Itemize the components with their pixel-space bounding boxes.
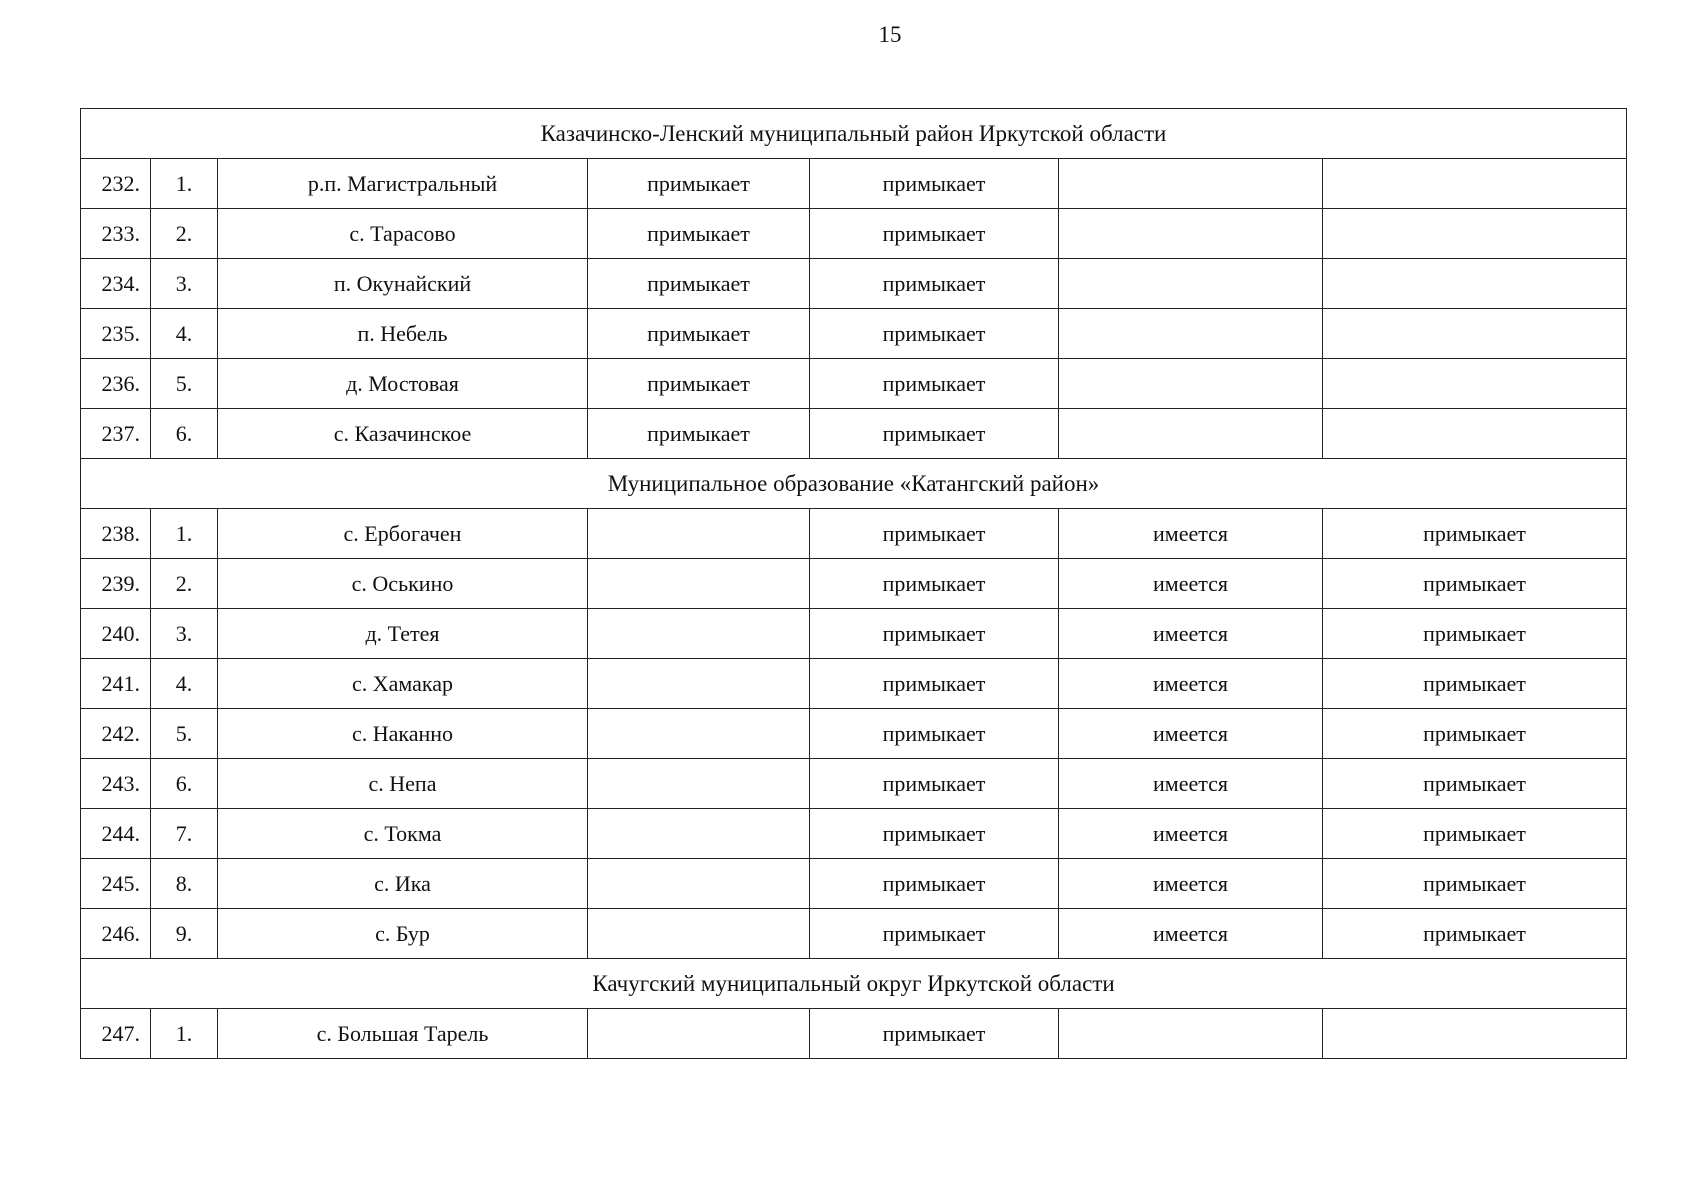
column-5-cell: примыкает	[810, 259, 1059, 309]
table-row	[81, 509, 1627, 559]
column-6-cell	[1059, 209, 1323, 259]
column-7-cell	[1323, 1009, 1627, 1059]
section-index-cell: 9.	[151, 909, 218, 959]
column-5-cell: примыкает	[810, 909, 1059, 959]
column-4-cell: примыкает	[588, 259, 810, 309]
column-6-cell	[1059, 409, 1323, 459]
column-4-cell: примыкает	[588, 209, 810, 259]
column-6-cell: имеется	[1059, 859, 1323, 909]
settlement-name-cell: с. Тарасово	[218, 209, 588, 259]
column-7-cell: примыкает	[1323, 759, 1627, 809]
column-6-cell	[1059, 309, 1323, 359]
column-6-cell: имеется	[1059, 809, 1323, 859]
column-6-cell: имеется	[1059, 909, 1323, 959]
column-5-cell: примыкает	[810, 1009, 1059, 1059]
column-7-cell: примыкает	[1323, 559, 1627, 609]
settlement-name-cell: п. Окунайский	[218, 259, 588, 309]
settlement-name-cell: п. Небель	[218, 309, 588, 359]
row-number-cell: 233.	[81, 209, 151, 259]
column-6-cell	[1059, 359, 1323, 409]
section-index-cell: 1.	[151, 509, 218, 559]
settlement-name-cell: с. Хамакар	[218, 659, 588, 709]
column-7-cell	[1323, 359, 1627, 409]
settlement-name-cell: д. Тетея	[218, 609, 588, 659]
column-4-cell	[588, 909, 810, 959]
section-index-cell: 5.	[151, 359, 218, 409]
section-title: Казачинско-Ленский муниципальный район Иркутской области	[81, 109, 1627, 159]
column-4-cell	[588, 659, 810, 709]
column-7-cell: примыкает	[1323, 659, 1627, 709]
section-index-cell: 6.	[151, 759, 218, 809]
row-number-cell: 234.	[81, 259, 151, 309]
row-number-cell: 240.	[81, 609, 151, 659]
settlement-name-cell: с. Наканно	[218, 709, 588, 759]
column-5-cell: примыкает	[810, 209, 1059, 259]
column-5-cell: примыкает	[810, 159, 1059, 209]
section-index-cell: 1.	[151, 159, 218, 209]
column-7-cell	[1323, 309, 1627, 359]
table-row	[81, 409, 1627, 459]
row-number-cell: 235.	[81, 309, 151, 359]
row-number-cell: 246.	[81, 909, 151, 959]
page-number: 15	[878, 22, 902, 47]
column-7-cell: примыкает	[1323, 609, 1627, 659]
row-number-cell: 239.	[81, 559, 151, 609]
column-7-cell	[1323, 409, 1627, 459]
table-row	[81, 209, 1627, 259]
column-7-cell	[1323, 259, 1627, 309]
section-header-row	[81, 459, 1627, 509]
table-row	[81, 309, 1627, 359]
column-7-cell: примыкает	[1323, 809, 1627, 859]
section-index-cell: 2.	[151, 209, 218, 259]
settlement-name-cell: с. Ика	[218, 859, 588, 909]
column-4-cell	[588, 709, 810, 759]
column-6-cell: имеется	[1059, 659, 1323, 709]
row-number-cell: 244.	[81, 809, 151, 859]
column-4-cell	[588, 609, 810, 659]
column-5-cell: примыкает	[810, 659, 1059, 709]
settlement-name-cell: с. Непа	[218, 759, 588, 809]
table-row	[81, 659, 1627, 709]
table-row	[81, 859, 1627, 909]
row-number-cell: 247.	[81, 1009, 151, 1059]
column-6-cell: имеется	[1059, 759, 1323, 809]
column-6-cell: имеется	[1059, 609, 1323, 659]
column-4-cell	[588, 559, 810, 609]
section-index-cell: 4.	[151, 309, 218, 359]
settlement-name-cell: с. Оськино	[218, 559, 588, 609]
table-row	[81, 709, 1627, 759]
column-5-cell: примыкает	[810, 509, 1059, 559]
column-5-cell: примыкает	[810, 559, 1059, 609]
section-index-cell: 4.	[151, 659, 218, 709]
column-4-cell: примыкает	[588, 409, 810, 459]
settlement-name-cell: с. Казачинское	[218, 409, 588, 459]
column-6-cell: имеется	[1059, 509, 1323, 559]
settlement-name-cell: с. Большая Тарель	[218, 1009, 588, 1059]
column-5-cell: примыкает	[810, 759, 1059, 809]
table-row	[81, 809, 1627, 859]
section-index-cell: 2.	[151, 559, 218, 609]
column-4-cell: примыкает	[588, 359, 810, 409]
table-row	[81, 159, 1627, 209]
column-4-cell	[588, 859, 810, 909]
section-title: Муниципальное образование «Катангский район»	[81, 459, 1627, 509]
table-row	[81, 559, 1627, 609]
row-number-cell: 237.	[81, 409, 151, 459]
row-number-cell: 236.	[81, 359, 151, 409]
row-number-cell: 241.	[81, 659, 151, 709]
table-row	[81, 359, 1627, 409]
table-row	[81, 909, 1627, 959]
table-row	[81, 259, 1627, 309]
section-index-cell: 6.	[151, 409, 218, 459]
column-7-cell: примыкает	[1323, 709, 1627, 759]
column-5-cell: примыкает	[810, 609, 1059, 659]
row-number-cell: 238.	[81, 509, 151, 559]
section-header-row	[81, 109, 1627, 159]
column-5-cell: примыкает	[810, 709, 1059, 759]
column-6-cell: имеется	[1059, 559, 1323, 609]
column-4-cell: примыкает	[588, 309, 810, 359]
column-5-cell: примыкает	[810, 809, 1059, 859]
table-row	[81, 609, 1627, 659]
column-7-cell: примыкает	[1323, 909, 1627, 959]
section-header-row	[81, 959, 1627, 1009]
row-number-cell: 232.	[81, 159, 151, 209]
column-6-cell	[1059, 1009, 1323, 1059]
section-index-cell: 5.	[151, 709, 218, 759]
row-number-cell: 245.	[81, 859, 151, 909]
settlement-name-cell: д. Мостовая	[218, 359, 588, 409]
settlement-name-cell: с. Токма	[218, 809, 588, 859]
column-6-cell	[1059, 259, 1323, 309]
column-7-cell	[1323, 159, 1627, 209]
column-5-cell: примыкает	[810, 359, 1059, 409]
column-7-cell: примыкает	[1323, 509, 1627, 559]
column-4-cell	[588, 1009, 810, 1059]
section-index-cell: 1.	[151, 1009, 218, 1059]
section-index-cell: 3.	[151, 259, 218, 309]
table-row	[81, 759, 1627, 809]
column-4-cell	[588, 809, 810, 859]
column-4-cell	[588, 509, 810, 559]
column-4-cell: примыкает	[588, 159, 810, 209]
column-7-cell: примыкает	[1323, 859, 1627, 909]
settlement-name-cell: р.п. Магистральный	[218, 159, 588, 209]
column-6-cell: имеется	[1059, 709, 1323, 759]
column-7-cell	[1323, 209, 1627, 259]
table-row	[81, 1009, 1627, 1059]
column-5-cell: примыкает	[810, 309, 1059, 359]
section-index-cell: 7.	[151, 809, 218, 859]
column-5-cell: примыкает	[810, 409, 1059, 459]
settlements-table	[80, 108, 1627, 1059]
section-index-cell: 3.	[151, 609, 218, 659]
column-6-cell	[1059, 159, 1323, 209]
column-4-cell	[588, 759, 810, 809]
settlement-name-cell: с. Ербогачен	[218, 509, 588, 559]
section-title: Качугский муниципальный округ Иркутской области	[81, 959, 1627, 1009]
row-number-cell: 243.	[81, 759, 151, 809]
settlement-name-cell: с. Бур	[218, 909, 588, 959]
row-number-cell: 242.	[81, 709, 151, 759]
column-5-cell: примыкает	[810, 859, 1059, 909]
section-index-cell: 8.	[151, 859, 218, 909]
